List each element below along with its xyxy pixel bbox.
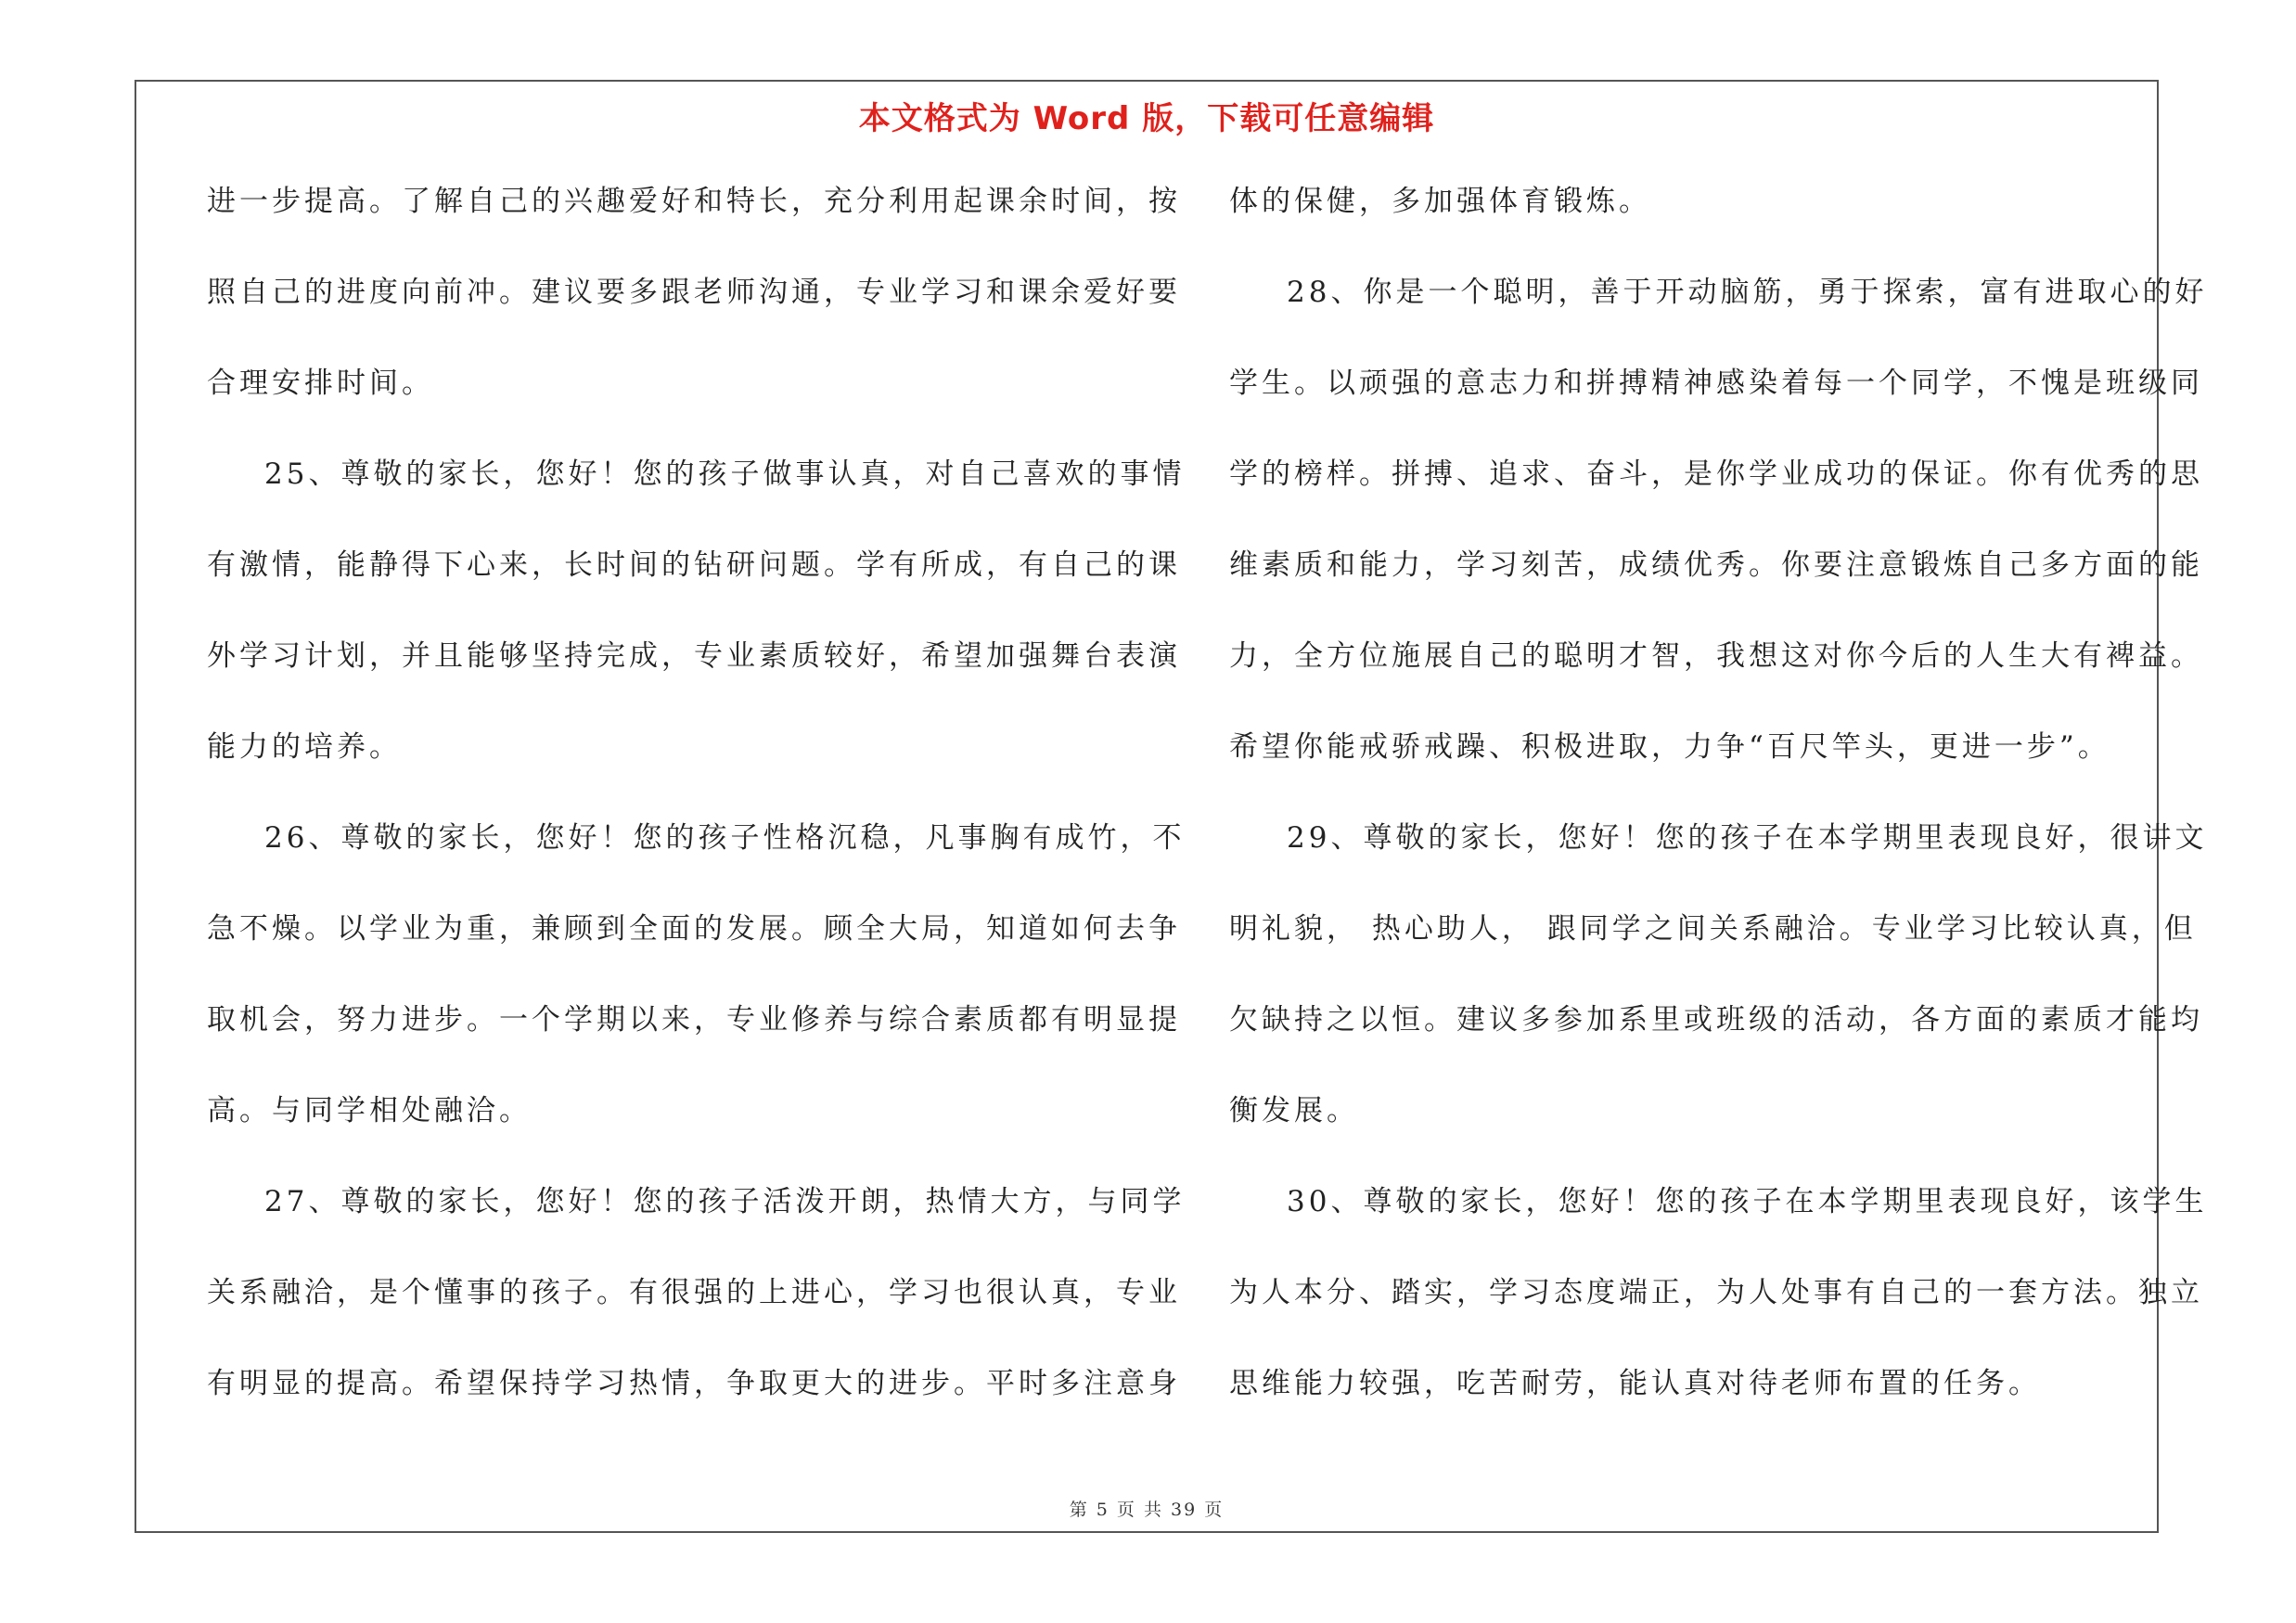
paragraph-start-28: 28、你是一个聪明，善于开动脑筋，勇于探索，富有进取心的好 bbox=[1287, 276, 2208, 309]
text-line: 进一步提高。了解自己的兴趣爱好和特长，充分利用起课余时间，按 bbox=[207, 185, 1181, 218]
word-format-banner: 本文格式为 Word 版，下载可任意编辑 bbox=[858, 100, 1435, 137]
left-column bbox=[207, 178, 1186, 1451]
text-line: 思维能力较强，吃苦耐劳，能认真对待老师布置的任务。 bbox=[1229, 1367, 2041, 1400]
text-line: 关系融洽，是个懂事的孩子。有很强的上进心，学习也很认真，专业 bbox=[207, 1276, 1181, 1309]
text-line: 照自己的进度向前冲。建议要多跟老师沟通，专业学习和课余爱好要 bbox=[207, 276, 1181, 309]
page-frame bbox=[135, 80, 2208, 1533]
text-line: 学的榜样。拼搏、追求、奋斗，是你学业成功的保证。你有优秀的思 bbox=[1229, 457, 2203, 491]
text-line: 衡发展。 bbox=[1229, 1094, 1359, 1127]
text-line: 急不燥。以学业为重，兼顾到全面的发展。顾全大局，知道如何去争 bbox=[207, 912, 1181, 946]
text-line: 能力的培养。 bbox=[207, 730, 402, 764]
text-line: 明礼貌， 热心助人， 跟同学之间关系融洽。专业学习比较认真，但 bbox=[1229, 912, 2197, 946]
text-line: 希望你能戒骄戒躁、积极进取，力争“百尺竿头，更进一步”。 bbox=[1229, 730, 2110, 764]
text-line: 力，全方位施展自己的聪明才智，我想这对你今后的人生大有裨益。 bbox=[1229, 639, 2203, 673]
paragraph-start-30: 30、尊敬的家长，您好！您的孩子在本学期里表现良好，该学生 bbox=[1287, 1185, 2208, 1218]
text-line: 学生。以顽强的意志力和拼搏精神感染着每一个同学，不愧是班级同 bbox=[1229, 367, 2203, 400]
paragraph-start-26: 26、尊敬的家长，您好！您的孩子性格沉稳，凡事胸有成竹，不 bbox=[264, 821, 1186, 855]
page-number-footer: 第 5 页 共 39 页 bbox=[1069, 1500, 1225, 1520]
text-line: 为人本分、踏实，学习态度端正，为人处事有自己的一套方法。独立 bbox=[1229, 1276, 2203, 1309]
paragraph-start-27: 27、尊敬的家长，您好！您的孩子活泼开朗，热情大方，与同学 bbox=[264, 1185, 1186, 1218]
text-line: 高。与同学相处融洽。 bbox=[207, 1094, 532, 1127]
paragraph-start-25: 25、尊敬的家长，您好！您的孩子做事认真，对自己喜欢的事情 bbox=[264, 457, 1186, 491]
text-line: 欠缺持之以恒。建议多参加系里或班级的活动，各方面的素质才能均 bbox=[1229, 1003, 2203, 1037]
right-column bbox=[1229, 178, 2208, 1451]
text-line: 维素质和能力，学习刻苦，成绩优秀。你要注意锻炼自己多方面的能 bbox=[1229, 548, 2203, 582]
paragraph-start-29: 29、尊敬的家长，您好！您的孩子在本学期里表现良好，很讲文 bbox=[1287, 821, 2208, 855]
text-line: 外学习计划，并且能够坚持完成，专业素质较好，希望加强舞台表演 bbox=[207, 639, 1181, 673]
text-line: 体的保健，多加强体育锻炼。 bbox=[1229, 185, 1651, 218]
text-line: 有激情，能静得下心来，长时间的钻研问题。学有所成，有自己的课 bbox=[207, 548, 1181, 582]
text-line: 取机会，努力进步。一个学期以来，专业修养与综合素质都有明显提 bbox=[207, 1003, 1181, 1037]
text-line: 有明显的提高。希望保持学习热情，争取更大的进步。平时多注意身 bbox=[207, 1367, 1181, 1400]
text-line: 合理安排时间。 bbox=[207, 367, 434, 400]
